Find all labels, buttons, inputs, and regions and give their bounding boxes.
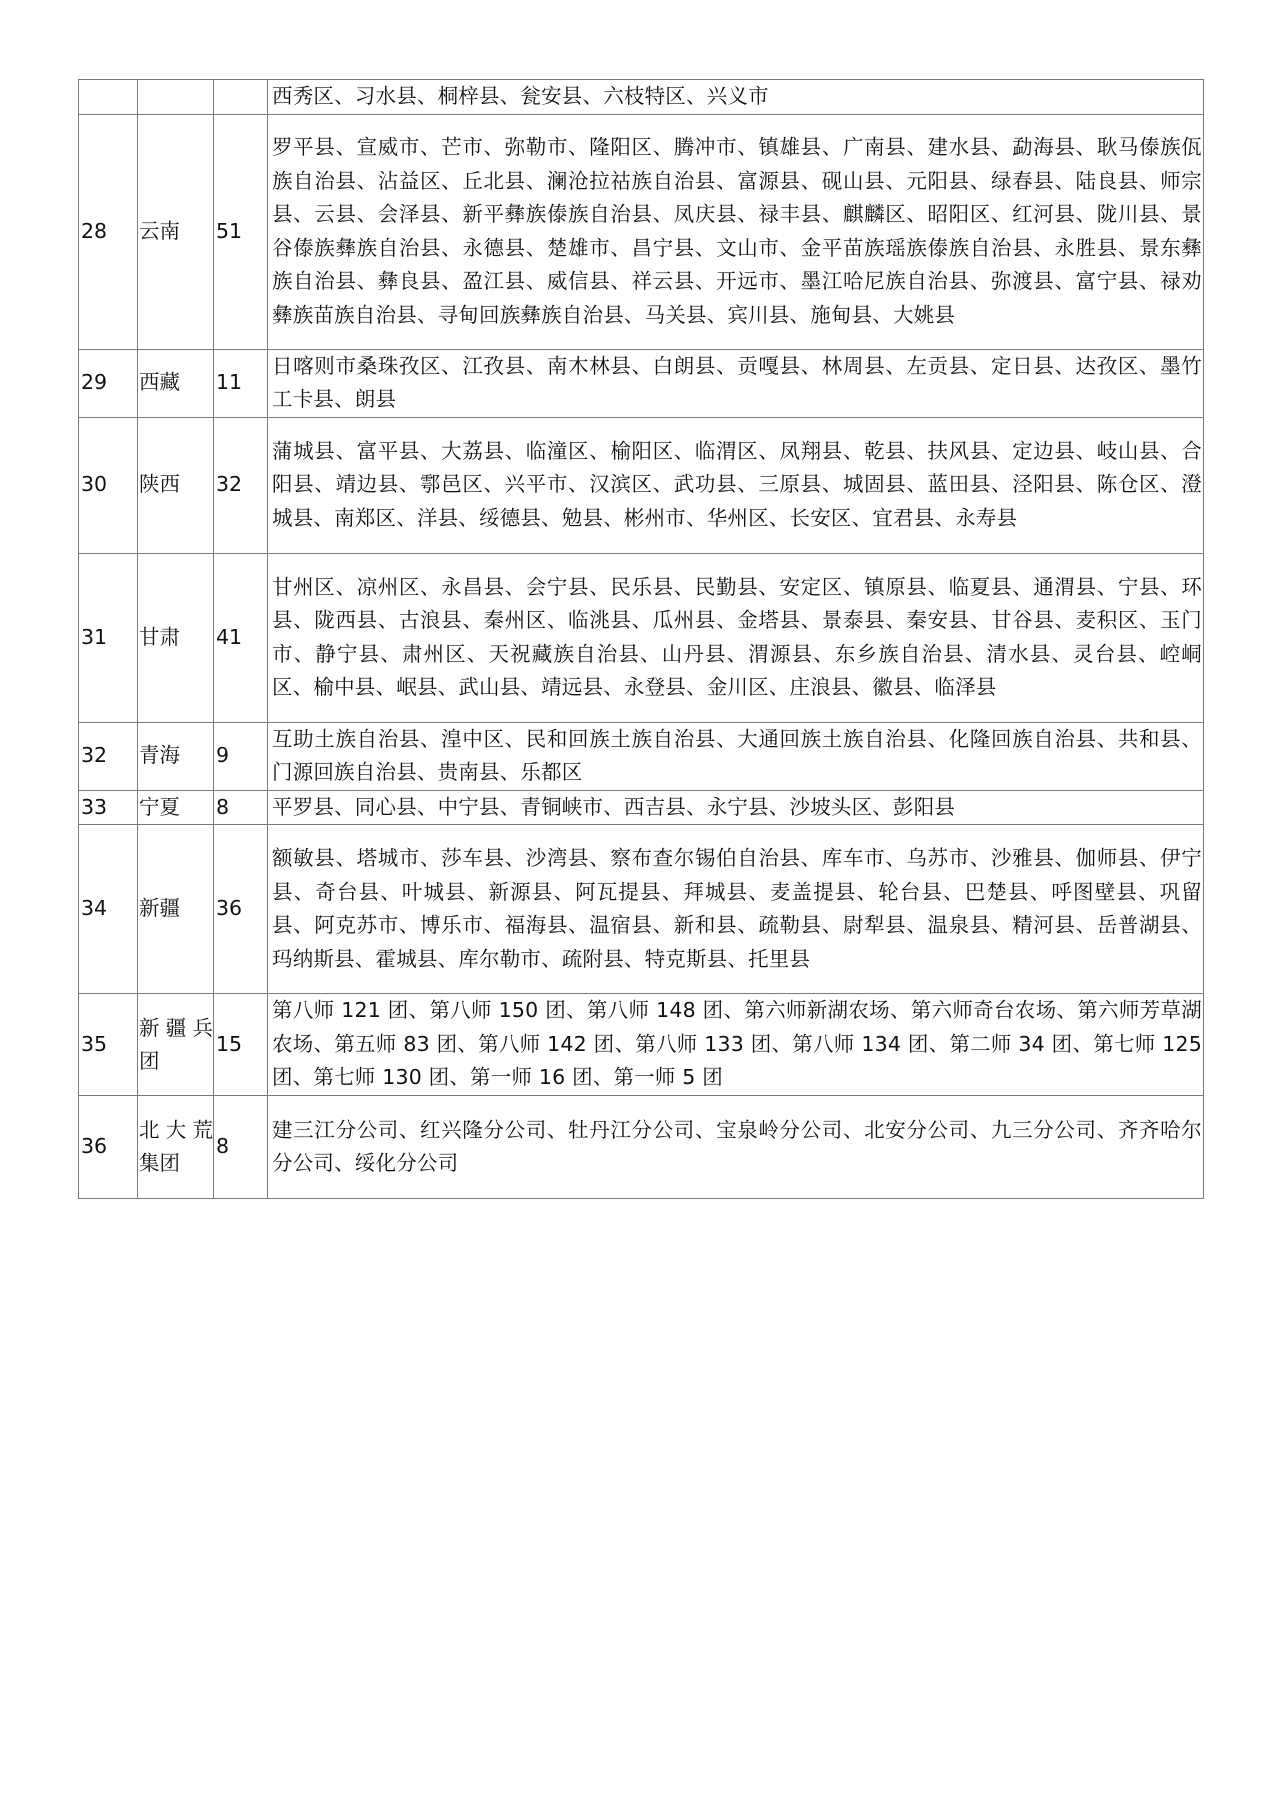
row-number: 30 xyxy=(79,417,138,553)
table-row xyxy=(79,349,1204,417)
county-count: 32 xyxy=(214,417,268,553)
county-count: 8 xyxy=(214,1096,268,1199)
row-number: 33 xyxy=(79,790,138,825)
county-list: 蒲城县、富平县、大荔县、临潼区、榆阳区、临渭区、凤翔县、乾县、扶风县、定边县、岐山县、合阳县、靖边县、鄠邑区、兴平市、汉滨区、武功县、三原县、城固县、蓝田县、泾阳县、陈仓区、澄城县、南郑区、洋县、绥德县、勉县、彬州市、华州区、长安区、宜君县、永寿县 xyxy=(268,417,1204,553)
table-row xyxy=(79,1096,1204,1199)
county-count: 36 xyxy=(214,825,268,994)
county-list: 互助土族自治县、湟中区、民和回族土族自治县、大通回族土族自治县、化隆回族自治县、共和县、门源回族自治县、贵南县、乐都区 xyxy=(268,722,1204,790)
province-name: 新疆兵团 xyxy=(138,994,214,1096)
county-table xyxy=(78,79,1204,1199)
table-row xyxy=(79,722,1204,790)
province-name: 西藏 xyxy=(138,349,214,417)
province-name: 甘肃 xyxy=(138,553,214,722)
county-list: 西秀区、习水县、桐梓县、瓮安县、六枝特区、兴义市 xyxy=(268,80,1204,115)
county-count: 8 xyxy=(214,790,268,825)
province-name: 北大荒集团 xyxy=(138,1096,214,1199)
county-list: 额敏县、塔城市、莎车县、沙湾县、察布查尔锡伯自治县、库车市、乌苏市、沙雅县、伽师县、伊宁县、奇台县、叶城县、新源县、阿瓦提县、拜城县、麦盖提县、轮台县、巴楚县、呼图壁县、巩留县、阿克苏市、博乐市、福海县、温宿县、新和县、疏勒县、尉犁县、温泉县、精河县、岳普湖县、玛纳斯县、霍城县、库尔勒市、疏附县、特克斯县、托里县 xyxy=(268,825,1204,994)
county-count: 11 xyxy=(214,349,268,417)
row-number: 31 xyxy=(79,553,138,722)
row-number xyxy=(79,80,138,115)
county-count: 41 xyxy=(214,553,268,722)
province-name: 青海 xyxy=(138,722,214,790)
county-count: 15 xyxy=(214,994,268,1096)
table-row xyxy=(79,114,1204,349)
county-count xyxy=(214,80,268,115)
county-list: 第八师 121 团、第八师 150 团、第八师 148 团、第六师新湖农场、第六师奇台农场、第六师芳草湖农场、第五师 83 团、第八师 142 团、第八师 133 团、第八师 134 团、第二师 34 团、第七师 125 团、第七师 130 团、第一师 16 团、第一师 5 团 xyxy=(268,994,1204,1096)
province-name: 陕西 xyxy=(138,417,214,553)
table-row xyxy=(79,80,1204,115)
row-number: 32 xyxy=(79,722,138,790)
province-name: 宁夏 xyxy=(138,790,214,825)
county-list: 甘州区、凉州区、永昌县、会宁县、民乐县、民勤县、安定区、镇原县、临夏县、通渭县、宁县、环县、陇西县、古浪县、秦州区、临洮县、瓜州县、金塔县、景泰县、秦安县、甘谷县、麦积区、玉门市、静宁县、肃州区、天祝藏族自治县、山丹县、渭源县、东乡族自治县、清水县、灵台县、崆峒区、榆中县、岷县、武山县、靖远县、永登县、金川区、庄浪县、徽县、临泽县 xyxy=(268,553,1204,722)
county-count: 9 xyxy=(214,722,268,790)
county-list: 建三江分公司、红兴隆分公司、牡丹江分公司、宝泉岭分公司、北安分公司、九三分公司、齐齐哈尔分公司、绥化分公司 xyxy=(268,1096,1204,1199)
county-list: 平罗县、同心县、中宁县、青铜峡市、西吉县、永宁县、沙坡头区、彭阳县 xyxy=(268,790,1204,825)
row-number: 29 xyxy=(79,349,138,417)
table-row xyxy=(79,790,1204,825)
row-number: 34 xyxy=(79,825,138,994)
row-number: 36 xyxy=(79,1096,138,1199)
table-row xyxy=(79,553,1204,722)
table-row xyxy=(79,825,1204,994)
province-name xyxy=(138,80,214,115)
county-count: 51 xyxy=(214,114,268,349)
row-number: 35 xyxy=(79,994,138,1096)
province-name: 云南 xyxy=(138,114,214,349)
county-list: 罗平县、宣威市、芒市、弥勒市、隆阳区、腾冲市、镇雄县、广南县、建水县、勐海县、耿马傣族佤族自治县、沾益区、丘北县、澜沧拉祜族自治县、富源县、砚山县、元阳县、绿春县、陆良县、师宗县、云县、会泽县、新平彝族傣族自治县、凤庆县、禄丰县、麒麟区、昭阳区、红河县、陇川县、景谷傣族彝族自治县、永德县、楚雄市、昌宁县、文山市、金平苗族瑶族傣族自治县、永胜县、景东彝族自治县、彝良县、盈江县、威信县、祥云县、开远市、墨江哈尼族自治县、弥渡县、富宁县、禄劝彝族苗族自治县、寻甸回族彝族自治县、马关县、宾川县、施甸县、大姚县 xyxy=(268,114,1204,349)
row-number: 28 xyxy=(79,114,138,349)
table-row xyxy=(79,994,1204,1096)
province-name: 新疆 xyxy=(138,825,214,994)
county-list: 日喀则市桑珠孜区、江孜县、南木林县、白朗县、贡嘎县、林周县、左贡县、定日县、达孜区、墨竹工卡县、朗县 xyxy=(268,349,1204,417)
table-row xyxy=(79,417,1204,553)
